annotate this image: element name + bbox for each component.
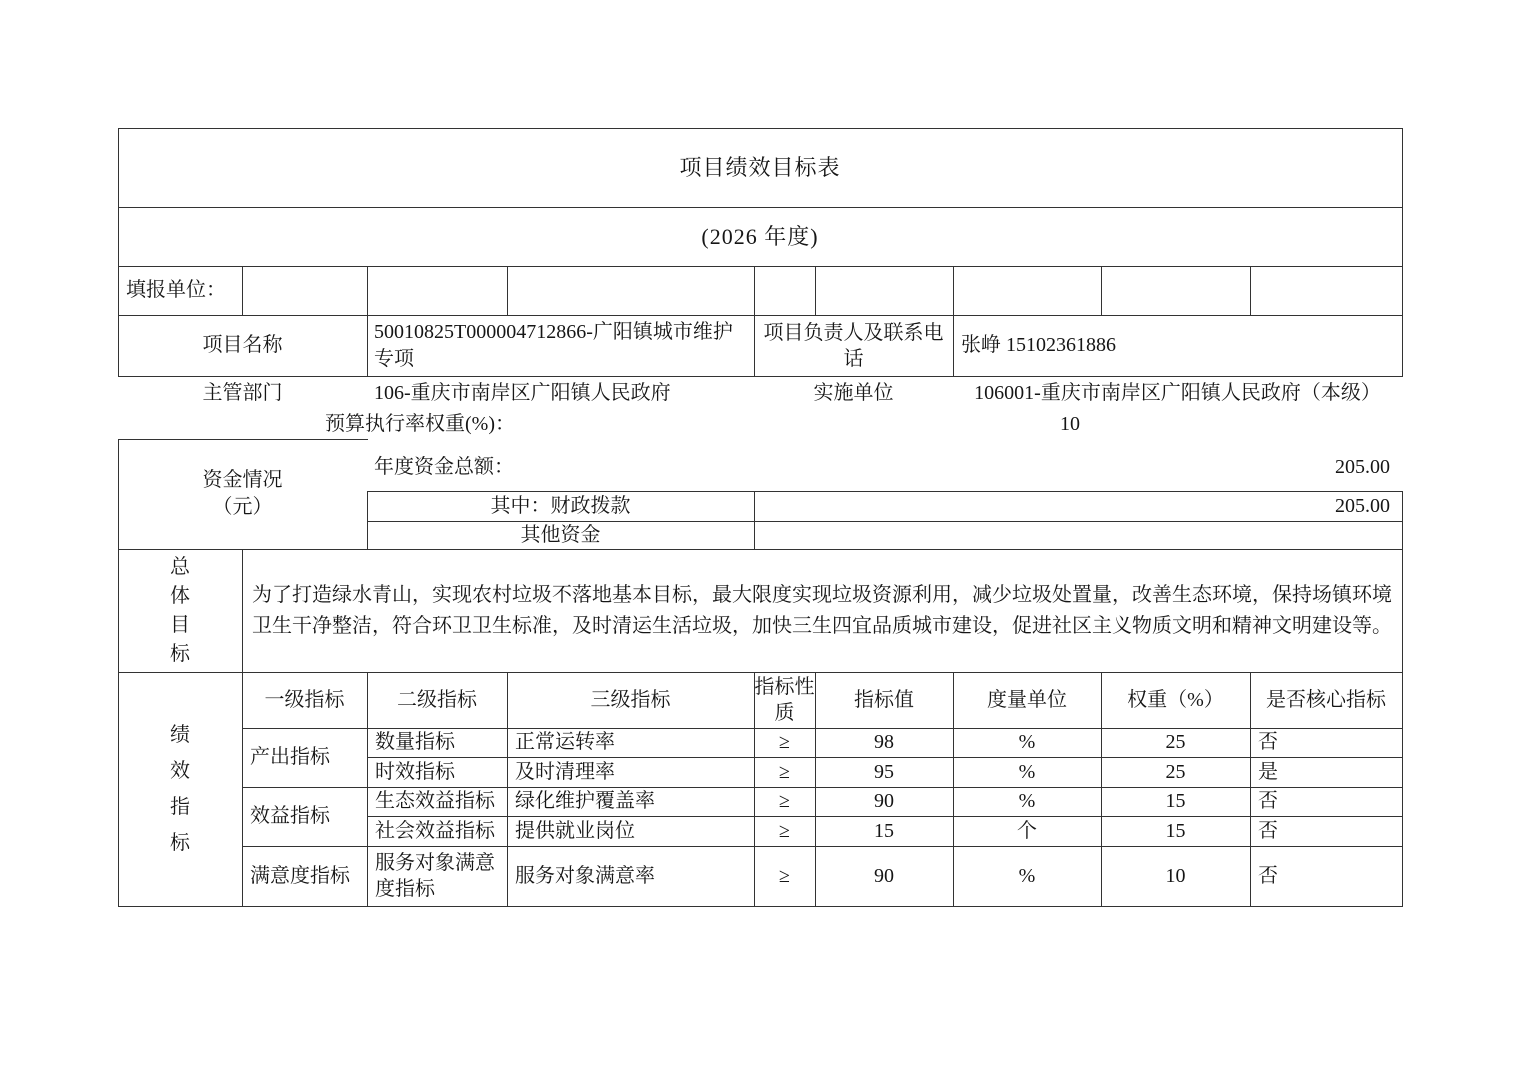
overall-goal-label — [118, 549, 242, 672]
funds-label-line1: 资金情况 — [202, 469, 283, 491]
funds-label-line2: （元） — [212, 496, 273, 518]
fill-unit-label: 填报单位： — [126, 279, 226, 301]
table-grid-vline — [953, 315, 954, 376]
row2-weight: 15 — [1165, 790, 1186, 812]
funds-other-label: 其他资金 — [520, 523, 601, 546]
row1-value: 95 — [874, 760, 894, 783]
row1-nature: ≥ — [779, 760, 790, 783]
row2-level2: 生态效益指标 — [375, 790, 495, 812]
header-nature: 指标性质 — [754, 676, 815, 724]
header-level3: 三级指标 — [590, 688, 671, 711]
row4-core: 否 — [1258, 864, 1278, 887]
header-level2: 二级指标 — [397, 688, 477, 711]
indicators-char-3: 指 — [170, 796, 190, 818]
row3-level3: 提供就业岗位 — [515, 819, 635, 842]
row4-level3: 服务对象满意率 — [515, 864, 655, 887]
indicators-char-2: 效 — [170, 760, 190, 782]
funds-label — [118, 439, 367, 549]
row3-level2: 社会效益指标 — [375, 819, 495, 842]
impl-unit-value: 106001-重庆市南岸区广阳镇人民政府（本级） — [974, 382, 1381, 404]
dept-label: 主管部门 — [202, 382, 283, 404]
header-weight: 权重（%） — [1127, 688, 1224, 711]
group-output-label: 产出指标 — [250, 746, 330, 768]
row3-nature: ≥ — [779, 819, 790, 842]
table-grid-vline — [754, 266, 755, 315]
row4-value: 90 — [874, 864, 894, 887]
funds-fiscal-value: 205.00 — [1335, 494, 1390, 517]
row4-unit: % — [1018, 864, 1036, 887]
row0-level2: 数量指标 — [375, 731, 455, 753]
project-name-label: 项目名称 — [202, 334, 283, 356]
table-grid-vline — [1402, 128, 1403, 376]
row4-nature: ≥ — [779, 864, 790, 887]
row3-unit: 个 — [1017, 819, 1037, 842]
row1-weight: 25 — [1165, 760, 1186, 783]
header-value: 指标值 — [854, 688, 914, 711]
group-satisfaction-label: 满意度指标 — [250, 864, 350, 887]
overall-goal-text: 为了打造绿水青山，实现农村垃圾不落地基本目标，最大限度实现垃圾资源利用，减少垃圾处置量，改善生态环境，保持场镇环境卫生干净整洁，符合环卫卫生标准，及时清运生活垃圾，加快三生四宜品质城市建设，促进社区主义物质文明和精神文明建设等。 — [252, 583, 1392, 637]
indicators-char-1: 绩 — [170, 724, 190, 746]
row4-level2: 服务对象满意度指标 — [375, 852, 495, 900]
indicators-char-4: 标 — [170, 832, 190, 854]
row1-level2: 时效指标 — [375, 760, 455, 783]
row0-weight: 25 — [1165, 731, 1186, 753]
overall-goal-char-2: 体 — [170, 584, 190, 607]
project-manager-label: 项目负责人及联系电话 — [763, 321, 944, 370]
table-grid-vline — [754, 491, 755, 549]
overall-goal-char-3: 目 — [170, 613, 190, 636]
table-grid-vline — [242, 549, 243, 672]
row1-level3: 及时清理率 — [515, 760, 615, 783]
table-grid-vline — [953, 266, 954, 315]
group-benefit-label: 效益指标 — [250, 805, 330, 827]
funds-total-value: 205.00 — [1335, 455, 1390, 478]
table-year-label: (2026 年度) — [701, 224, 819, 249]
row2-nature: ≥ — [779, 790, 790, 812]
row0-value: 98 — [874, 731, 894, 753]
row0-nature: ≥ — [779, 731, 790, 753]
row3-weight: 15 — [1165, 819, 1186, 842]
impl-unit-label: 实施单位 — [813, 382, 894, 404]
row1-unit: % — [1018, 760, 1036, 783]
overall-goal-char-4: 标 — [170, 642, 190, 665]
row2-unit: % — [1018, 790, 1036, 812]
table-grid-vline — [815, 266, 816, 315]
budget-weight-value: 10 — [1060, 412, 1080, 435]
header-level1: 一级指标 — [264, 688, 345, 711]
funds-fiscal-label: 其中：财政拨款 — [490, 494, 631, 517]
row0-core: 否 — [1258, 731, 1278, 753]
table-grid-vline — [1250, 266, 1251, 315]
project-name-value: 50010825T000004712866-广阳镇城市维护专项 — [374, 320, 733, 370]
row2-value: 90 — [874, 790, 894, 812]
row3-value: 15 — [874, 819, 894, 842]
indicators-label — [118, 672, 242, 906]
table-grid-vline — [367, 315, 368, 376]
dept-value: 106-重庆市南岸区广阳镇人民政府 — [374, 382, 671, 404]
row2-level3: 绿化维护覆盖率 — [515, 790, 655, 812]
row4-weight: 10 — [1165, 864, 1186, 887]
budget-weight-label: 预算执行率权重(%)： — [325, 412, 515, 435]
project-manager-value: 张峥 15102361886 — [961, 334, 1116, 356]
row2-core: 否 — [1258, 790, 1278, 812]
table-grid-hline — [118, 906, 1403, 907]
table-grid-vline — [1101, 266, 1102, 315]
funds-other-value — [1100, 521, 1390, 549]
header-unit: 度量单位 — [987, 688, 1067, 711]
table-grid-vline — [1402, 491, 1403, 906]
row0-unit: % — [1018, 731, 1036, 753]
row1-core: 是 — [1258, 760, 1278, 783]
table-title: 项目绩效目标表 — [679, 155, 841, 180]
header-core: 是否核心指标 — [1266, 688, 1386, 711]
row0-level3: 正常运转率 — [515, 731, 615, 753]
funds-total-label: 年度资金总额： — [374, 455, 514, 478]
row3-core: 否 — [1258, 819, 1278, 842]
overall-goal-char-1: 总 — [170, 555, 190, 578]
